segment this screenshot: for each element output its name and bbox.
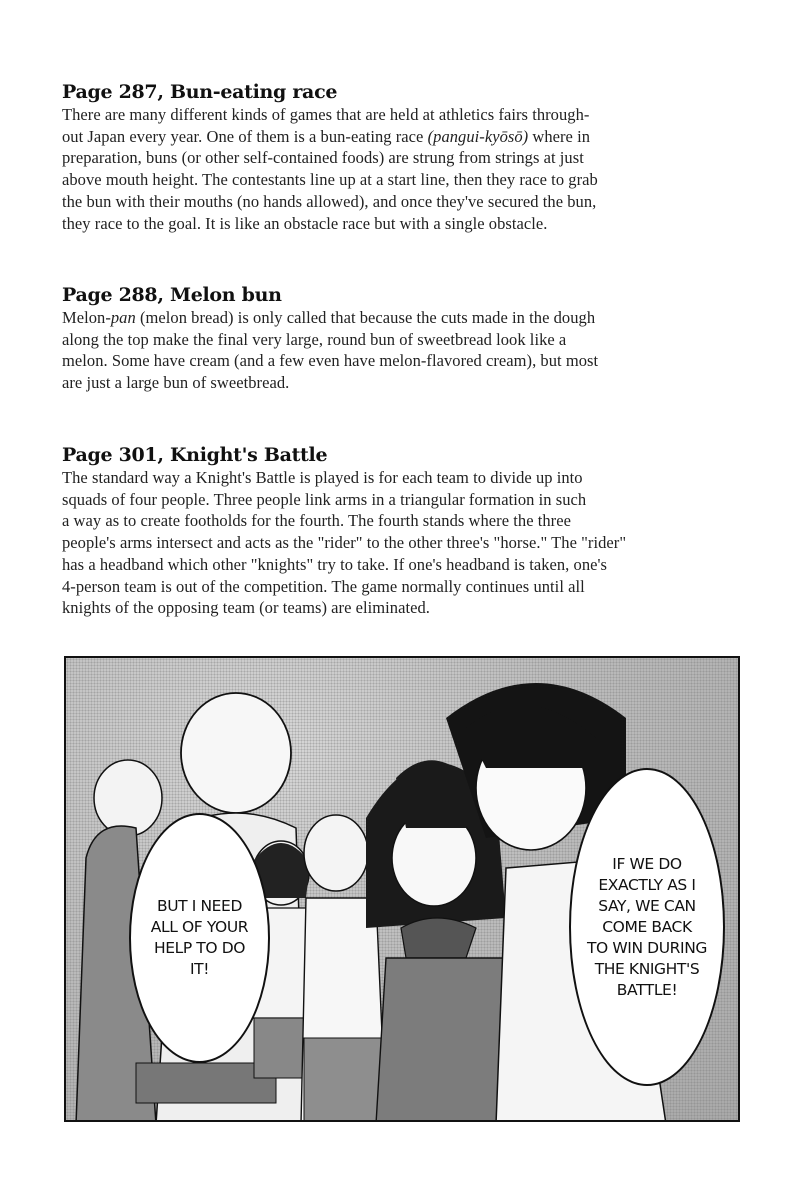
- note-line: [62, 126, 742, 148]
- note-line: 4-person team is out of the competition. The game normally continues until all: [62, 576, 585, 596]
- note-line: above mouth height. The contestants line up at a start line, then they race to grab: [62, 170, 598, 190]
- bubble-line: HELP TO DO: [153, 939, 246, 957]
- speech-bubble-left: [129, 813, 270, 1063]
- note-line: [62, 307, 742, 329]
- note-body: [62, 104, 742, 234]
- note-heading: Page 287, Bun-eating race: [62, 81, 338, 103]
- note-line: squads of four people. Three people link arms in a triangular formation in such: [62, 489, 587, 509]
- italic-term: (pangui-kyōsō): [427, 126, 529, 146]
- note-body: [62, 307, 742, 394]
- bubble-line: THE KNIGHT'S: [594, 959, 700, 978]
- bubble-line: COME BACK: [602, 917, 692, 936]
- note-line: people's arms intersect and acts as the "rider" to the other three's "horse." The "rider": [62, 533, 627, 553]
- note-text: Melon-: [62, 308, 111, 327]
- bubble-line: SAY, WE CAN: [598, 896, 696, 915]
- note-text: where in: [528, 126, 591, 146]
- bubble-line: EXACTLY AS I: [598, 875, 696, 894]
- bubble-line: IT!: [189, 960, 210, 978]
- bubble-line: ALL OF YOUR: [150, 918, 249, 936]
- note-text: out Japan every year. One of them is a bun-eating race: [62, 126, 428, 146]
- note-line: a way as to create footholds for the fourth. The fourth stands where the three: [62, 511, 571, 531]
- note-text: (melon bread) is only called that because the cuts made in the dough: [135, 308, 596, 327]
- speech-bubble-text: [151, 896, 248, 980]
- bubble-line: IF WE DO: [612, 854, 682, 873]
- note-line: preparation, buns (or other self-contained foods) are strung from strings at just: [62, 148, 584, 168]
- translation-note-melon-bun: [62, 283, 742, 394]
- manga-panel: [64, 656, 740, 1122]
- translation-note-knights-battle: [62, 443, 742, 619]
- note-heading: Page 301, Knight's Battle: [62, 444, 328, 466]
- note-line: they race to the goal. It is like an obstacle race but with a single obstacle.: [62, 213, 548, 233]
- note-heading: Page 288, Melon bun: [62, 284, 282, 306]
- speech-bubble-text: [587, 854, 707, 1001]
- note-line: along the top make the final very large, round bun of sweetbread look like a: [62, 329, 567, 349]
- speech-bubble-right: [569, 768, 725, 1086]
- note-line: melon. Some have cream (and a few even have melon-flavored cream), but most: [62, 351, 599, 371]
- note-line: knights of the opposing team (or teams) are eliminated.: [62, 598, 430, 618]
- translation-note-bun-eating-race: [62, 80, 742, 234]
- note-line: has a headband which other "knights" try to take. If one's headband is taken, one's: [62, 554, 607, 574]
- note-line: the bun with their mouths (no hands allowed), and once they've secured the bun,: [62, 191, 597, 211]
- note-body: [62, 467, 742, 619]
- italic-term: pan: [110, 308, 136, 327]
- bubble-line: BUT I NEED: [156, 897, 242, 915]
- note-line: are just a large bun of sweetbread.: [62, 373, 290, 393]
- note-line: The standard way a Knight's Battle is played is for each team to divide up into: [62, 468, 583, 487]
- note-line: There are many different kinds of games that are held at athletics fairs through-: [62, 105, 590, 124]
- bubble-line: BATTLE!: [616, 980, 678, 999]
- bubble-line: TO WIN DURING: [586, 938, 708, 957]
